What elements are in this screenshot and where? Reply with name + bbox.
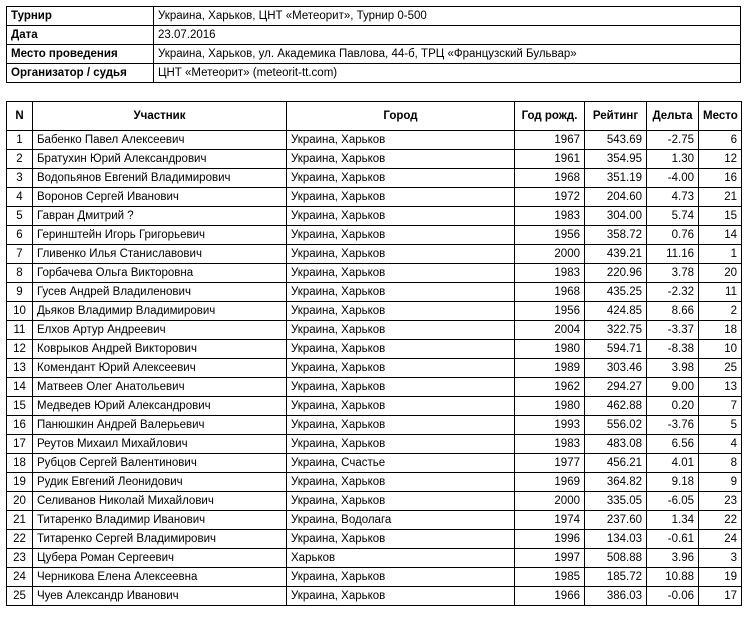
rating: 351.19 bbox=[585, 169, 647, 188]
row-number: 17 bbox=[7, 435, 33, 454]
place: 14 bbox=[699, 226, 742, 245]
city: Украина, Харьков bbox=[287, 416, 515, 435]
birth-year: 1956 bbox=[515, 302, 585, 321]
col-rating-header: Рейтинг bbox=[585, 102, 647, 131]
row-number: 3 bbox=[7, 169, 33, 188]
participant-name: Бабенко Павел Алексеевич bbox=[33, 131, 287, 150]
rating: 304.00 bbox=[585, 207, 647, 226]
participant-name: Гливенко Илья Станиславович bbox=[33, 245, 287, 264]
birth-year: 1968 bbox=[515, 283, 585, 302]
delta: 4.01 bbox=[647, 454, 699, 473]
table-row bbox=[7, 245, 742, 264]
birth-year: 1980 bbox=[515, 340, 585, 359]
table-row bbox=[7, 397, 742, 416]
row-number: 18 bbox=[7, 454, 33, 473]
participant-name: Дьяков Владимир Владимирович bbox=[33, 302, 287, 321]
table-row bbox=[7, 169, 742, 188]
rating: 303.46 bbox=[585, 359, 647, 378]
row-number: 22 bbox=[7, 530, 33, 549]
rating: 386.03 bbox=[585, 587, 647, 606]
participant-name: Медведев Юрий Александрович bbox=[33, 397, 287, 416]
table-row bbox=[7, 435, 742, 454]
delta: 4.73 bbox=[647, 188, 699, 207]
row-number: 20 bbox=[7, 492, 33, 511]
place: 6 bbox=[699, 131, 742, 150]
rating: 237.60 bbox=[585, 511, 647, 530]
rating: 594.71 bbox=[585, 340, 647, 359]
info-value: Украина, Харьков, ЦНТ «Метеорит», Турнир 0-500 bbox=[154, 7, 741, 26]
delta: -2.75 bbox=[647, 131, 699, 150]
birth-year: 2000 bbox=[515, 245, 585, 264]
delta: 9.18 bbox=[647, 473, 699, 492]
city: Украина, Харьков bbox=[287, 340, 515, 359]
rating: 335.05 bbox=[585, 492, 647, 511]
city: Украина, Харьков bbox=[287, 131, 515, 150]
table-row bbox=[7, 131, 742, 150]
info-label: Дата bbox=[7, 26, 154, 45]
delta: 3.98 bbox=[647, 359, 699, 378]
participant-name: Водопьянов Евгений Владимирович bbox=[33, 169, 287, 188]
city: Украина, Харьков bbox=[287, 568, 515, 587]
delta: 8.66 bbox=[647, 302, 699, 321]
row-number: 12 bbox=[7, 340, 33, 359]
place: 5 bbox=[699, 416, 742, 435]
birth-year: 1968 bbox=[515, 169, 585, 188]
col-place-header: Место bbox=[699, 102, 742, 131]
info-row bbox=[7, 7, 741, 26]
row-number: 25 bbox=[7, 587, 33, 606]
row-number: 16 bbox=[7, 416, 33, 435]
city: Украина, Харьков bbox=[287, 530, 515, 549]
row-number: 23 bbox=[7, 549, 33, 568]
table-row bbox=[7, 568, 742, 587]
city: Украина, Харьков bbox=[287, 302, 515, 321]
table-row bbox=[7, 511, 742, 530]
participant-name: Панюшкин Андрей Валерьевич bbox=[33, 416, 287, 435]
city: Украина, Харьков bbox=[287, 264, 515, 283]
city: Украина, Харьков bbox=[287, 150, 515, 169]
city: Украина, Харьков bbox=[287, 245, 515, 264]
city: Украина, Харьков bbox=[287, 378, 515, 397]
birth-year: 1993 bbox=[515, 416, 585, 435]
rating: 322.75 bbox=[585, 321, 647, 340]
birth-year: 2004 bbox=[515, 321, 585, 340]
participant-name: Титаренко Владимир Иванович bbox=[33, 511, 287, 530]
place: 7 bbox=[699, 397, 742, 416]
participant-name: Черникова Елена Алексеевна bbox=[33, 568, 287, 587]
info-value: ЦНТ «Метеорит» (meteorit-tt.com) bbox=[154, 64, 741, 83]
delta: 5.74 bbox=[647, 207, 699, 226]
place: 10 bbox=[699, 340, 742, 359]
place: 18 bbox=[699, 321, 742, 340]
info-row bbox=[7, 26, 741, 45]
col-city-header: Город bbox=[287, 102, 515, 131]
place: 15 bbox=[699, 207, 742, 226]
rating: 483.08 bbox=[585, 435, 647, 454]
delta: -2.32 bbox=[647, 283, 699, 302]
birth-year: 1983 bbox=[515, 435, 585, 454]
delta: -6.05 bbox=[647, 492, 699, 511]
table-row bbox=[7, 549, 742, 568]
results-table bbox=[6, 101, 742, 606]
delta: 6.56 bbox=[647, 435, 699, 454]
birth-year: 1972 bbox=[515, 188, 585, 207]
row-number: 8 bbox=[7, 264, 33, 283]
table-row bbox=[7, 188, 742, 207]
participant-name: Гусев Андрей Владиленович bbox=[33, 283, 287, 302]
place: 3 bbox=[699, 549, 742, 568]
rating: 204.60 bbox=[585, 188, 647, 207]
place: 25 bbox=[699, 359, 742, 378]
delta: -0.06 bbox=[647, 587, 699, 606]
col-birth-year-header: Год рожд. bbox=[515, 102, 585, 131]
col-number-header: N bbox=[7, 102, 33, 131]
table-row bbox=[7, 530, 742, 549]
table-row bbox=[7, 378, 742, 397]
city: Украина, Харьков bbox=[287, 169, 515, 188]
participant-name: Комендант Юрий Алексеевич bbox=[33, 359, 287, 378]
delta: 3.96 bbox=[647, 549, 699, 568]
delta: 3.78 bbox=[647, 264, 699, 283]
rating: 294.27 bbox=[585, 378, 647, 397]
rating: 364.82 bbox=[585, 473, 647, 492]
row-number: 15 bbox=[7, 397, 33, 416]
city: Украина, Водолага bbox=[287, 511, 515, 530]
place: 13 bbox=[699, 378, 742, 397]
participant-name: Матвеев Олег Анатольевич bbox=[33, 378, 287, 397]
birth-year: 1966 bbox=[515, 587, 585, 606]
row-number: 7 bbox=[7, 245, 33, 264]
row-number: 11 bbox=[7, 321, 33, 340]
info-row bbox=[7, 45, 741, 64]
city: Украина, Харьков bbox=[287, 397, 515, 416]
table-row bbox=[7, 416, 742, 435]
delta: 10.88 bbox=[647, 568, 699, 587]
row-number: 14 bbox=[7, 378, 33, 397]
place: 1 bbox=[699, 245, 742, 264]
participant-name: Цубера Роман Сергеевич bbox=[33, 549, 287, 568]
delta: 1.34 bbox=[647, 511, 699, 530]
table-row bbox=[7, 454, 742, 473]
birth-year: 1980 bbox=[515, 397, 585, 416]
birth-year: 1974 bbox=[515, 511, 585, 530]
rating: 134.03 bbox=[585, 530, 647, 549]
delta: 0.76 bbox=[647, 226, 699, 245]
delta: 0.20 bbox=[647, 397, 699, 416]
city: Украина, Харьков bbox=[287, 492, 515, 511]
city: Украина, Харьков bbox=[287, 435, 515, 454]
table-row bbox=[7, 207, 742, 226]
place: 9 bbox=[699, 473, 742, 492]
delta: -4.00 bbox=[647, 169, 699, 188]
place: 19 bbox=[699, 568, 742, 587]
city: Украина, Харьков bbox=[287, 207, 515, 226]
col-participant-header: Участник bbox=[33, 102, 287, 131]
participant-name: Реутов Михаил Михайлович bbox=[33, 435, 287, 454]
birth-year: 1956 bbox=[515, 226, 585, 245]
birth-year: 1989 bbox=[515, 359, 585, 378]
row-number: 24 bbox=[7, 568, 33, 587]
city: Украина, Харьков bbox=[287, 188, 515, 207]
rating: 220.96 bbox=[585, 264, 647, 283]
participant-name: Коврыков Андрей Викторович bbox=[33, 340, 287, 359]
place: 17 bbox=[699, 587, 742, 606]
place: 12 bbox=[699, 150, 742, 169]
row-number: 1 bbox=[7, 131, 33, 150]
table-row bbox=[7, 340, 742, 359]
tournament-info-table bbox=[6, 6, 741, 83]
delta: -8.38 bbox=[647, 340, 699, 359]
place: 11 bbox=[699, 283, 742, 302]
participant-name: Рудик Евгений Леонидович bbox=[33, 473, 287, 492]
participant-name: Рубцов Сергей Валентинович bbox=[33, 454, 287, 473]
city: Украина, Харьков bbox=[287, 359, 515, 378]
birth-year: 1985 bbox=[515, 568, 585, 587]
table-row bbox=[7, 359, 742, 378]
birth-year: 1996 bbox=[515, 530, 585, 549]
rating: 439.21 bbox=[585, 245, 647, 264]
participant-name: Горбачева Ольга Викторовна bbox=[33, 264, 287, 283]
results-header-row bbox=[7, 102, 742, 131]
birth-year: 1997 bbox=[515, 549, 585, 568]
delta: 11.16 bbox=[647, 245, 699, 264]
place: 20 bbox=[699, 264, 742, 283]
rating: 556.02 bbox=[585, 416, 647, 435]
birth-year: 1969 bbox=[515, 473, 585, 492]
table-row bbox=[7, 587, 742, 606]
info-label: Турнир bbox=[7, 7, 154, 26]
birth-year: 1967 bbox=[515, 131, 585, 150]
rating: 354.95 bbox=[585, 150, 647, 169]
table-row bbox=[7, 473, 742, 492]
table-row bbox=[7, 492, 742, 511]
rating: 435.25 bbox=[585, 283, 647, 302]
birth-year: 2000 bbox=[515, 492, 585, 511]
participant-name: Селиванов Николай Михайлович bbox=[33, 492, 287, 511]
place: 16 bbox=[699, 169, 742, 188]
participant-name: Титаренко Сергей Владимирович bbox=[33, 530, 287, 549]
birth-year: 1962 bbox=[515, 378, 585, 397]
city: Украина, Харьков bbox=[287, 226, 515, 245]
row-number: 2 bbox=[7, 150, 33, 169]
city: Украина, Харьков bbox=[287, 587, 515, 606]
table-row bbox=[7, 264, 742, 283]
rating: 462.88 bbox=[585, 397, 647, 416]
birth-year: 1983 bbox=[515, 207, 585, 226]
row-number: 21 bbox=[7, 511, 33, 530]
delta: 1.30 bbox=[647, 150, 699, 169]
rating: 358.72 bbox=[585, 226, 647, 245]
birth-year: 1983 bbox=[515, 264, 585, 283]
participant-name: Воронов Сергей Иванович bbox=[33, 188, 287, 207]
delta: -0.61 bbox=[647, 530, 699, 549]
table-row bbox=[7, 226, 742, 245]
table-row bbox=[7, 321, 742, 340]
col-delta-header: Дельта bbox=[647, 102, 699, 131]
participant-name: Чуев Александр Иванович bbox=[33, 587, 287, 606]
participant-name: Братухин Юрий Александрович bbox=[33, 150, 287, 169]
row-number: 9 bbox=[7, 283, 33, 302]
row-number: 4 bbox=[7, 188, 33, 207]
city: Украина, Счастье bbox=[287, 454, 515, 473]
rating: 508.88 bbox=[585, 549, 647, 568]
row-number: 10 bbox=[7, 302, 33, 321]
birth-year: 1961 bbox=[515, 150, 585, 169]
info-row bbox=[7, 64, 741, 83]
city: Харьков bbox=[287, 549, 515, 568]
participant-name: Елхов Артур Андреевич bbox=[33, 321, 287, 340]
row-number: 13 bbox=[7, 359, 33, 378]
info-label: Место проведения bbox=[7, 45, 154, 64]
place: 24 bbox=[699, 530, 742, 549]
rating: 185.72 bbox=[585, 568, 647, 587]
info-label: Организатор / судья bbox=[7, 64, 154, 83]
row-number: 19 bbox=[7, 473, 33, 492]
rating: 456.21 bbox=[585, 454, 647, 473]
table-row bbox=[7, 302, 742, 321]
rating: 424.85 bbox=[585, 302, 647, 321]
place: 22 bbox=[699, 511, 742, 530]
place: 2 bbox=[699, 302, 742, 321]
info-value: Украина, Харьков, ул. Академика Павлова, 44-б, ТРЦ «Французский Бульвар» bbox=[154, 45, 741, 64]
place: 4 bbox=[699, 435, 742, 454]
row-number: 5 bbox=[7, 207, 33, 226]
row-number: 6 bbox=[7, 226, 33, 245]
birth-year: 1977 bbox=[515, 454, 585, 473]
delta: 9.00 bbox=[647, 378, 699, 397]
city: Украина, Харьков bbox=[287, 283, 515, 302]
place: 21 bbox=[699, 188, 742, 207]
place: 23 bbox=[699, 492, 742, 511]
rating: 543.69 bbox=[585, 131, 647, 150]
city: Украина, Харьков bbox=[287, 473, 515, 492]
info-value: 23.07.2016 bbox=[154, 26, 741, 45]
participant-name: Гавран Дмитрий ? bbox=[33, 207, 287, 226]
delta: -3.37 bbox=[647, 321, 699, 340]
participant-name: Геринштейн Игорь Григорьевич bbox=[33, 226, 287, 245]
table-row bbox=[7, 283, 742, 302]
place: 8 bbox=[699, 454, 742, 473]
table-row bbox=[7, 150, 742, 169]
city: Украина, Харьков bbox=[287, 321, 515, 340]
delta: -3.76 bbox=[647, 416, 699, 435]
